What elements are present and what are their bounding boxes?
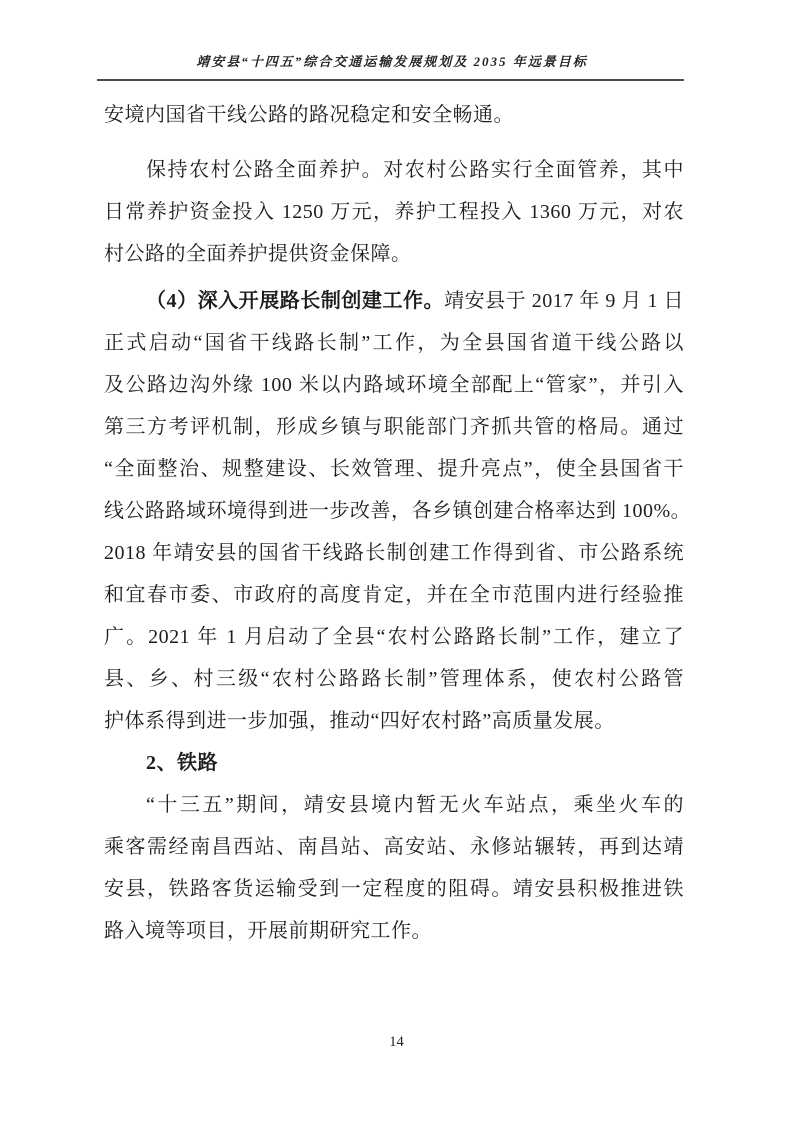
text-line: 县、乡、村三级“农村公路路长制”管理体系，使农村公路管: [104, 668, 684, 690]
paragraph-rural-road-maintenance: [104, 149, 684, 275]
text-line: “十三五”期间，靖安县境内暂无火车站点，乘坐火车的: [146, 794, 684, 816]
page-number: 14: [389, 1034, 404, 1050]
text-line: 路入境等项目，开展前期研究工作。: [104, 920, 432, 942]
road-chief-line1-rest: 靖安县于 2017 年 9 月 1 日: [444, 290, 685, 312]
text-line: [104, 280, 684, 322]
text-line: 2018 年靖安县的国省干线路长制创建工作得到省、市公路系统: [104, 542, 684, 564]
text-line: 安县，铁路客货运输受到一定程度的阻碍。靖安县积极推进铁: [104, 878, 684, 900]
text-line: 广。2021 年 1 月启动了全县“农村公路路长制”工作，建立了: [104, 626, 684, 648]
text-line: 护体系得到进一步加强，推动“四好农村路”高质量发展。: [104, 710, 615, 732]
paragraph-road-chief-system: [104, 280, 692, 742]
paragraph-road-condition-continuation: [104, 94, 684, 136]
text-line: 第三方考评机制，形成乡镇与职能部门齐抓共管的格局。通过: [104, 416, 684, 438]
document-body: [104, 94, 692, 952]
section-heading-railway: 2、铁路: [146, 752, 218, 774]
text-line: 安境内国省干线公路的路况稳定和安全畅通。: [104, 104, 514, 126]
header-rule: [97, 79, 684, 81]
text-line: 和宜春市委、市政府的高度肯定，并在全市范围内进行经验推: [104, 584, 684, 606]
header-title: 靖安县“十四五”综合交通运输发展规划及 2035 年远景目标: [196, 54, 588, 69]
text-line: 村公路的全面养护提供资金保障。: [104, 243, 412, 265]
text-line: 及公路边沟外缘 100 米以内路域环境全部配上“管家”，并引入: [104, 374, 684, 396]
road-chief-heading-run: （4）深入开展路长制创建工作。: [146, 290, 445, 312]
text-line: 保持农村公路全面养护。对农村公路实行全面管养，其中: [146, 159, 684, 181]
paragraph-railway-status: [104, 784, 684, 952]
text-line: 乘客需经南昌西站、南昌站、高安站、永修站辗转，再到达靖: [104, 836, 684, 858]
text-line: “全面整治、规整建设、长效管理、提升亮点”，使全县国省干: [104, 458, 684, 480]
text-line: 正式启动“国省干线路长制”工作，为全县国省道干线公路以: [104, 332, 684, 354]
text-line: 日常养护资金投入 1250 万元，养护工程投入 1360 万元，对农: [104, 201, 684, 223]
text-line: 线公路路域环境得到进一步改善，各乡镇创建合格率达到 100%。: [104, 500, 692, 522]
